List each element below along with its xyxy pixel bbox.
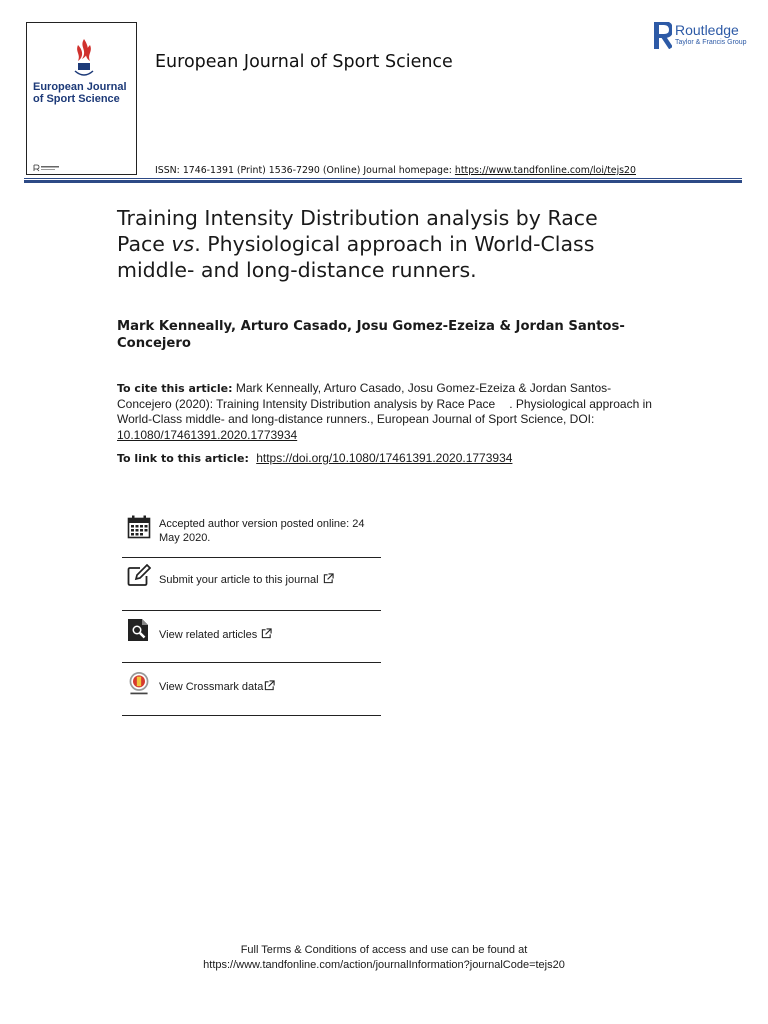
- accepted-version-text: Accepted author version posted online: 24 May 2020.: [159, 518, 365, 544]
- external-link-icon: [264, 680, 275, 691]
- article-title-italic: vs: [171, 232, 195, 256]
- journal-homepage-link[interactable]: https://www.tandfonline.com/loi/tejs20: [454, 165, 636, 176]
- external-link-icon: [261, 628, 272, 639]
- article-authors: Mark Kenneally, Arturo Casado, Josu Gomez-Ezeiza & Jordan Santos-Concejero: [117, 319, 625, 351]
- cover-subtitle-line: [33, 107, 133, 110]
- citation-label: To cite this article:: [117, 382, 233, 395]
- publisher-brand: Routledge: [675, 22, 739, 38]
- publisher-tagline: Taylor & Francis Group: [675, 39, 747, 46]
- citation-text-part2: . Physiological approach in World-Class middle- and long-distance runners., European Journal of Sport Science, DOI:: [117, 396, 652, 426]
- link-label: To link to this article:: [117, 452, 249, 465]
- crossmark-label: View Crossmark data: [159, 681, 264, 693]
- flame-crest-icon: [69, 37, 99, 87]
- citation-doi-link[interactable]: 10.1080/17461391.2020.1773934: [117, 427, 298, 442]
- issn-text: ISSN: 1746-1391 (Print) 1536-7290 (Online) Journal homepage:: [155, 165, 452, 176]
- external-link-icon: [323, 573, 334, 584]
- crossmark-row[interactable]: [122, 663, 381, 716]
- related-articles-label: View related articles: [159, 629, 258, 641]
- submit-article-link[interactable]: [159, 573, 334, 588]
- search-document-icon: [127, 618, 151, 642]
- terms-line1: Full Terms & Conditions of access and use can be found at: [240, 944, 528, 956]
- article-title: [117, 205, 637, 283]
- crossmark-link[interactable]: [159, 680, 275, 695]
- edit-icon: [127, 564, 151, 588]
- article-link-line: [117, 451, 512, 465]
- citation-text-part1: Mark Kenneally, Arturo Casado, Josu Gomez-Ezeiza & Jordan Santos-Concejero (2020): Training Intensity Distribution analysis by Race Pace: [117, 381, 612, 411]
- cover-header-line: [31, 27, 132, 32]
- issn-line: [155, 165, 636, 176]
- submit-article-row[interactable]: [122, 558, 381, 611]
- article-actions: [122, 508, 381, 716]
- header-rule-thin: [24, 178, 742, 179]
- journal-title: European Journal of Sport Science: [155, 52, 453, 72]
- crossmark-icon: [127, 672, 151, 696]
- cover-title: European Journal of Sport Science: [33, 81, 127, 105]
- article-doi-url[interactable]: https://doi.org/10.1080/17461391.2020.1773934: [256, 451, 513, 465]
- related-articles-link[interactable]: [159, 628, 272, 643]
- calendar-icon: [127, 515, 151, 539]
- article-title-part2: . Physiological approach in World-Class middle- and long-distance runners.: [117, 232, 595, 282]
- header-rule-thick: [24, 180, 742, 183]
- related-articles-row[interactable]: [122, 611, 381, 663]
- journal-cover: [26, 22, 137, 175]
- publisher-logo[interactable]: [654, 22, 746, 50]
- citation-block: [117, 381, 657, 443]
- article-title-part1: Training Intensity Distribution analysis by Race Pace: [117, 206, 598, 256]
- terms-footer: [0, 943, 768, 972]
- terms-url[interactable]: https://www.tandfonline.com/action/journalInformation?journalCode=tejs20: [203, 958, 565, 971]
- routledge-r-icon: [654, 22, 672, 49]
- submit-article-label: Submit your article to this journal: [159, 574, 319, 586]
- cover-publisher-logo: [33, 164, 63, 172]
- accepted-version-row: [122, 508, 381, 558]
